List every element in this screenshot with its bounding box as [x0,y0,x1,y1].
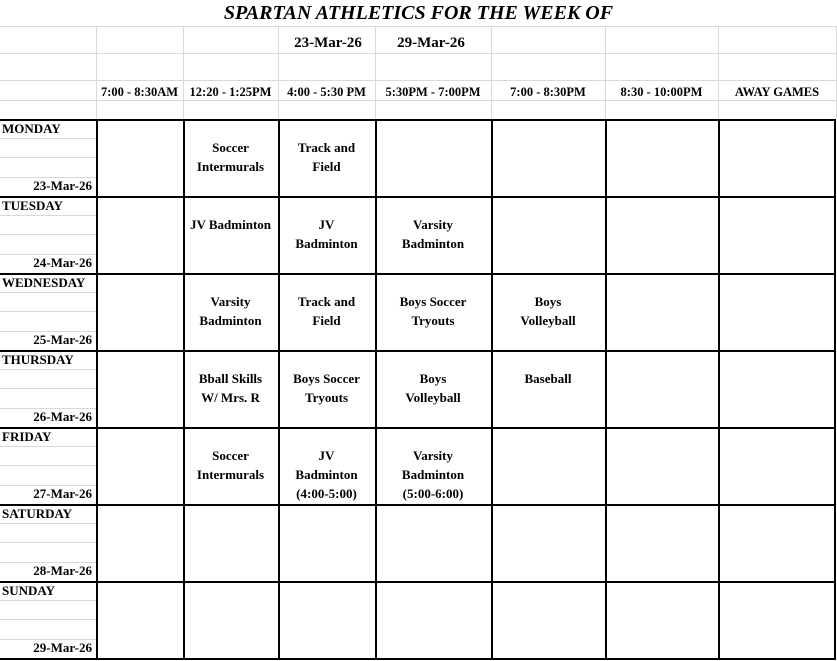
event-cell [278,369,375,407]
event-text: (5:00-6:00) [402,486,464,501]
day-subrow-gridline [0,215,96,216]
day-date: 29-Mar-26 [33,640,92,655]
event-text: Soccer [212,140,249,155]
day-subrow-gridline [0,157,96,158]
day-date: 27-Mar-26 [33,486,92,501]
event-text: Soccer [212,448,249,463]
event-text: Boys Soccer [399,294,467,309]
time-slot-header: 8:30 - 10:00PM [620,85,703,99]
event-text: JV [318,448,335,463]
event-cell [375,215,491,253]
day-subrow-gridline [0,619,96,620]
day-subrow-gridline [0,523,96,524]
day-name: MONDAY [2,121,61,136]
day-name: THURSDAY [2,352,74,367]
day-name: SATURDAY [2,506,73,521]
header-gridline [0,53,837,54]
day-subrow-gridline [0,311,96,312]
day-date: 28-Mar-26 [33,563,92,578]
event-cell [278,446,375,503]
day-name: FRIDAY [2,429,52,444]
time-slot-header: 7:00 - 8:30AM [100,85,179,99]
row-border [0,581,835,583]
event-text: Tryouts [304,390,349,405]
event-cell [278,138,375,176]
event-text: Bball Skills [198,371,263,386]
day-subrow-gridline [0,388,96,389]
row-border [0,196,835,198]
row-border [0,350,835,352]
day-date: 26-Mar-26 [33,409,92,424]
page-title: SPARTAN ATHLETICS FOR THE WEEK OF [223,2,614,24]
event-text: Boys Soccer [293,371,360,386]
col-border [96,119,98,660]
event-text: W/ Mrs. R [201,390,260,405]
event-cell [183,369,278,407]
day-subrow-gridline [0,600,96,601]
time-slot-header: 12:20 - 1:25PM [189,85,272,99]
event-text: JV [318,217,335,232]
time-slot-header: 4:00 - 5:30 PM [287,85,366,99]
day-date: 25-Mar-26 [33,332,92,347]
event-text: Varsity [413,448,453,463]
event-text: (4:00-5:00) [296,486,357,501]
header-col-gridline [718,26,719,119]
row-border [0,119,835,121]
event-text: Track and [297,294,356,309]
event-text: Volleyball [520,313,576,328]
event-text: Track and [297,140,356,155]
header-col-gridline [278,26,279,119]
day-name: TUESDAY [2,198,63,213]
event-cell [491,369,605,388]
event-text: Intermurals [196,467,265,482]
event-text: Badminton [199,313,262,328]
header-gridline [0,100,837,101]
event-text: Badminton [295,236,358,251]
event-cell [183,446,278,484]
row-border [0,504,835,506]
event-text: Field [312,159,341,174]
day-subrow-gridline [0,369,96,370]
event-text: Varsity [210,294,251,309]
row-border [0,273,835,275]
col-border [718,119,720,660]
event-text: Badminton [401,236,465,251]
header-col-gridline [183,26,184,119]
col-border [605,119,607,660]
day-subrow-gridline [0,138,96,139]
event-cell [278,292,375,330]
event-text: Intermurals [196,159,265,174]
header-col-gridline [491,26,492,119]
day-subrow-gridline [0,234,96,235]
event-cell [183,215,278,234]
event-text: Field [312,313,341,328]
time-slot-header: AWAY GAMES [734,85,820,99]
event-cell [278,215,375,253]
event-text: Badminton [401,467,465,482]
col-border [834,119,836,660]
day-subrow-gridline [0,542,96,543]
day-subrow-gridline [0,292,96,293]
day-date: 24-Mar-26 [33,255,92,270]
header-col-gridline [605,26,606,119]
week-start-date: 23-Mar-26 [294,35,362,51]
week-end-date: 29-Mar-26 [397,35,465,51]
header-col-gridline [375,26,376,119]
time-slot-header: 7:00 - 8:30PM [510,85,586,99]
event-cell [375,446,491,503]
day-subrow-gridline [0,465,96,466]
event-cell [491,292,605,330]
event-text: Volleyball [405,390,461,405]
row-border [0,427,835,429]
day-name: WEDNESDAY [2,275,86,290]
col-border [491,119,493,660]
day-date: 23-Mar-26 [33,178,92,193]
event-text: JV Badminton [189,217,272,232]
event-cell [183,292,278,330]
day-subrow-gridline [0,446,96,447]
event-cell [183,138,278,176]
event-cell [375,292,491,330]
event-text: Baseball [524,371,572,386]
event-text: Badminton [295,467,358,482]
event-text: Boys [419,371,447,386]
event-text: Boys [534,294,562,309]
event-text: Tryouts [411,313,455,328]
time-slot-header: 5:30PM - 7:00PM [385,85,481,99]
row-border [0,658,835,660]
header-gridline [0,26,837,27]
event-cell [375,369,491,407]
day-name: SUNDAY [2,583,55,598]
header-gridline [0,80,837,81]
header-col-gridline [96,26,97,119]
event-text: Varsity [413,217,453,232]
